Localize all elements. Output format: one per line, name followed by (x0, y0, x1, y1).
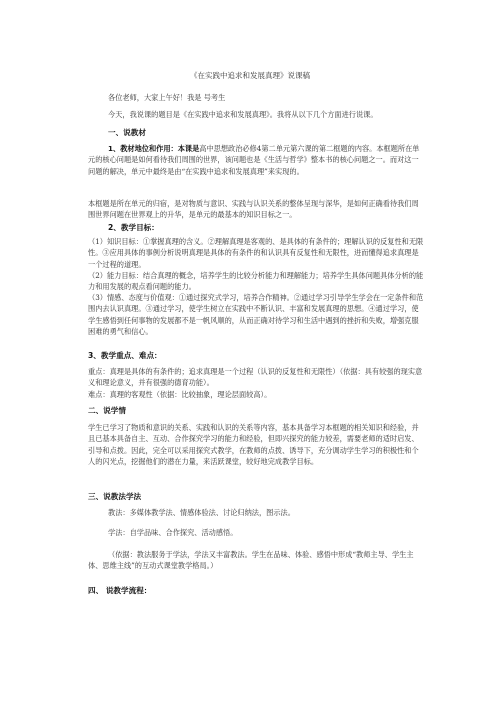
textbook-position-text: 高中思想政治必修4第二单元第六课的第二框题的内容。本框题所在单元的核心问题是如何看待我们周围的世界，该问题也是《生活与哲学》整本书的核心问题之一。而对这一问题的解决，单元中最终是由“在实践中追求和发展真理”来实现的。 (88, 144, 420, 176)
goal-knowledge: （1）知识目标：①掌握真理的含义。②理解真理是客观的、是具体的有条件的；理解认识的反复性和无限性。③应用具体的事例分析说明真理是具体的有条件的和认识具有反复性和无限性，进而懂得追求真理是一个过程的道理。 (88, 237, 424, 269)
textbook-role-paragraph: 本框题是所在单元的归宿，是对物质与意识、实践与认识关系的整体呈现与深华，是如何正确看待我们周围世界问题在世界观上的升华，是单元的最基本的知识目标之一。 (88, 199, 419, 220)
section-heading-textbook: 一、说教材 (108, 128, 146, 137)
learning-method: 学法：自学品味、合作探究、活动感悟。 (108, 528, 238, 537)
difficult-point: 难点：真理的客观性（依据：比较抽象，理论层面较高）。 (88, 390, 272, 399)
intro-paragraph: 今天，我说课的题目是《在实践中追求和发展真理》。我将从以下几个方面进行说课。 (108, 110, 378, 119)
greeting: 各位老师，大家上午好！我是 号考生 (108, 93, 226, 102)
section-heading-students: 二、说学情 (88, 406, 126, 415)
key-difficult-heading: 3、教学重点、难点： (88, 351, 162, 360)
section-heading-methods: 三、说教法学法 (88, 492, 142, 501)
textbook-position-paragraph (88, 143, 424, 177)
textbook-position-label: 1、教材地位和作用： (108, 144, 178, 153)
key-point: 重点：真理是具体的有条件的；追求真理是一个过程（认识的反复性和无限性）（依据：具有较强的现实意义和理论意义，并有很强的德育功能）。 (88, 367, 423, 388)
document-title: 《在实践中追求和发展真理》说课稿 (190, 71, 310, 80)
goal-ability: （2）能力目标：结合真理的概念，培养学生的比较分析能力和理解能力；培养学生具体问题具体分析的能力和用发展的观点看问题的能力。 (88, 271, 424, 292)
teaching-goals-heading: 2、教学目标： (108, 223, 159, 232)
textbook-position-lead: 本课是 (177, 144, 200, 153)
method-basis: （依据：教法服务于学法，学法又丰富教法。学生在品味、体验、感悟中形成“教师主导、学生主体、思维主线”的互动式课堂教学格局。） (88, 550, 414, 571)
students-paragraph: 学生已学习了物质和意识的关系、实践和认识的关系等内容，基本具备学习本框题的相关知识和经验，并且已基本具备自主、互动、合作探究学习的能力和经验，但即兴探究的能力较差，需要老师的适时启发、引导和点拨。因此，完全可以采用探究式教学，在教师的点拨、诱导下，充分调动学生学习的积极性和个人的闪光点，挖掘他们的潜在力量，来活跃课堂，较好地完成教学目标。 (88, 423, 419, 466)
teaching-method: 教法：多媒体教学法、情感体验法、讨论归纳法，图示法。 (108, 508, 295, 517)
section-heading-process: 四、 说教学流程： (88, 586, 152, 595)
goal-emotion: （3）情感、态度与价值观：①通过探究式学习，培养合作精神。②通过学习引导学生学会在一定条件和范围内去认识真理。③通过学习，使学生树立在实践中不断认识、丰富和发展真理的思想。④通过学习，使学生感悟到任何事物的发展都不是一帆风顺的，从而正确对待学习和生活中遇到的挫折和失败，增强克服困难的勇气和信心。 (88, 293, 424, 336)
